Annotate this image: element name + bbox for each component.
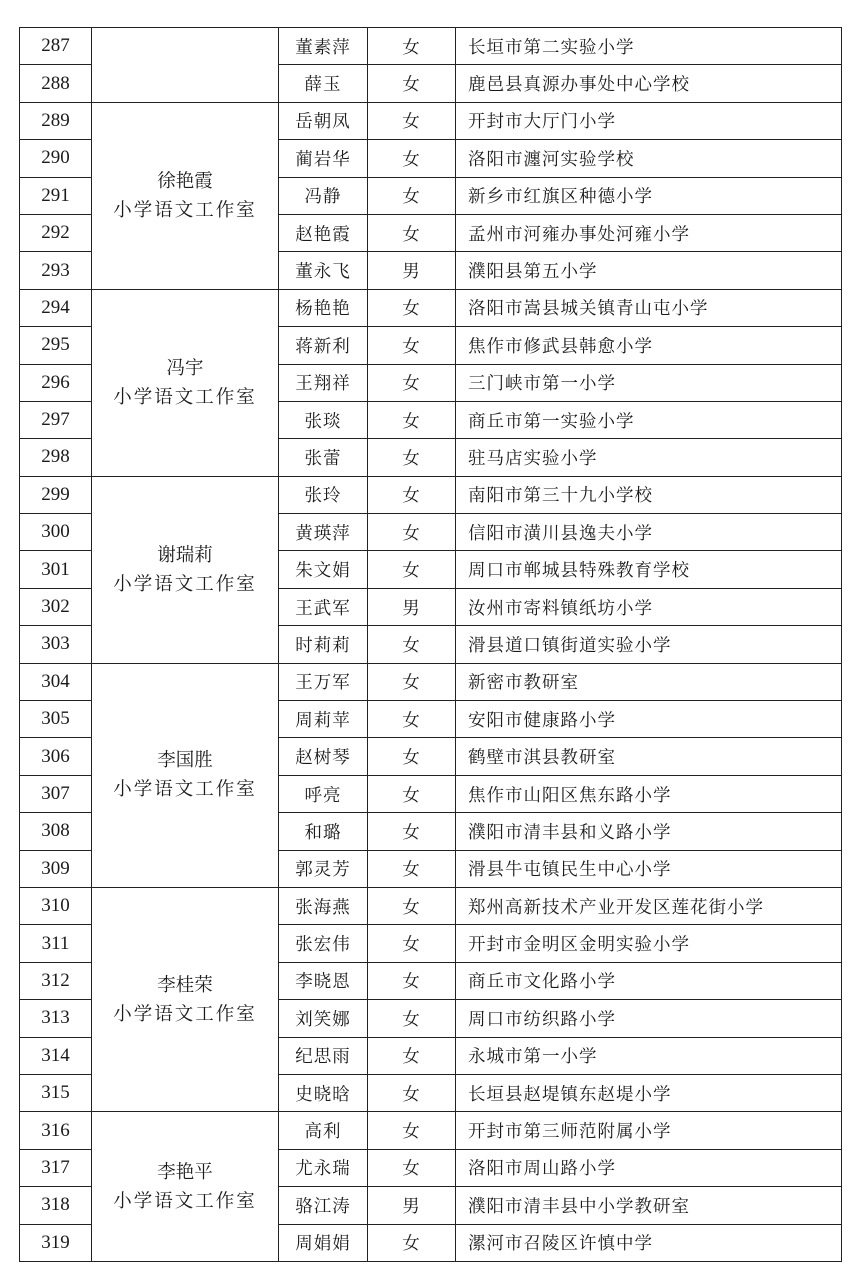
member-name: 王武军 [279,588,368,625]
table-row [20,476,842,513]
studio-title: 小学语文工作室 [113,1003,257,1025]
studio-title: 小学语文工作室 [113,199,257,221]
row-number: 301 [20,551,92,588]
row-number: 315 [20,1074,92,1111]
member-school: 濮阳市清丰县和义路小学 [456,813,842,850]
row-number: 287 [20,28,92,65]
member-gender: 女 [368,925,456,962]
row-number: 305 [20,701,92,738]
member-school: 商丘市文化路小学 [456,962,842,999]
table-row [20,663,842,700]
member-name: 尤永瑞 [279,1149,368,1186]
row-number: 288 [20,65,92,102]
member-gender: 女 [368,140,456,177]
studio-group-cell [92,476,279,663]
member-gender: 女 [368,850,456,887]
studio-group-cell [92,663,279,887]
member-school: 长垣市第二实验小学 [456,28,842,65]
member-gender: 女 [368,28,456,65]
row-number: 310 [20,887,92,924]
roster-table [19,27,842,1262]
member-gender: 男 [368,588,456,625]
row-number: 313 [20,1000,92,1037]
member-school: 驻马店实验小学 [456,439,842,476]
studio-leader-name: 徐艳霞 [157,170,213,192]
member-name: 黄瑛萍 [279,514,368,551]
member-school: 新乡市红旗区种德小学 [456,177,842,214]
member-name: 薛玉 [279,65,368,102]
member-gender: 女 [368,775,456,812]
member-school: 濮阳县第五小学 [456,252,842,289]
member-name: 董永飞 [279,252,368,289]
member-name: 周娟娟 [279,1224,368,1261]
member-school: 信阳市潢川县逸夫小学 [456,514,842,551]
row-number: 319 [20,1224,92,1261]
member-name: 王万军 [279,663,368,700]
member-name: 张蕾 [279,439,368,476]
member-name: 董素萍 [279,28,368,65]
member-name: 杨艳艳 [279,289,368,326]
row-number: 309 [20,850,92,887]
studio-title: 小学语文工作室 [113,573,257,595]
member-name: 高利 [279,1112,368,1149]
member-gender: 女 [368,289,456,326]
row-number: 307 [20,775,92,812]
member-school: 滑县道口镇街道实验小学 [456,626,842,663]
studio-leader-name: 李桂荣 [157,974,213,996]
member-name: 史晓晗 [279,1074,368,1111]
row-number: 314 [20,1037,92,1074]
row-number: 291 [20,177,92,214]
member-school: 永城市第一小学 [456,1037,842,1074]
studio-leader-name: 李国胜 [157,750,213,772]
member-name: 张琰 [279,401,368,438]
member-name: 张玲 [279,476,368,513]
row-number: 306 [20,738,92,775]
member-school: 洛阳市嵩县城关镇青山屯小学 [456,289,842,326]
member-school: 焦作市山阳区焦东路小学 [456,775,842,812]
member-gender: 女 [368,439,456,476]
studio-group-cell [92,289,279,476]
member-school: 三门峡市第一小学 [456,364,842,401]
row-number: 303 [20,626,92,663]
member-gender: 女 [368,551,456,588]
member-school: 开封市第三师范附属小学 [456,1112,842,1149]
member-name: 时莉莉 [279,626,368,663]
studio-group-cell [92,887,279,1111]
member-gender: 女 [368,177,456,214]
table-row [20,887,842,924]
table-row [20,289,842,326]
member-name: 呼亮 [279,775,368,812]
row-number: 312 [20,962,92,999]
member-name: 张宏伟 [279,925,368,962]
studio-leader-name: 谢瑞莉 [157,544,213,566]
member-school: 滑县牛屯镇民生中心小学 [456,850,842,887]
member-gender: 女 [368,1037,456,1074]
member-gender: 男 [368,252,456,289]
member-name: 王翔祥 [279,364,368,401]
member-name: 郭灵芳 [279,850,368,887]
row-number: 299 [20,476,92,513]
member-school: 鹤壁市淇县教研室 [456,738,842,775]
row-number: 302 [20,588,92,625]
row-number: 311 [20,925,92,962]
member-name: 张海燕 [279,887,368,924]
member-school: 新密市教研室 [456,663,842,700]
row-number: 308 [20,813,92,850]
member-school: 周口市纺织路小学 [456,1000,842,1037]
row-number: 295 [20,327,92,364]
member-school: 南阳市第三十九小学校 [456,476,842,513]
member-school: 开封市大厅门小学 [456,102,842,139]
studio-group-cell [92,28,279,103]
member-name: 纪思雨 [279,1037,368,1074]
member-name: 蒋新利 [279,327,368,364]
member-name: 周莉苹 [279,701,368,738]
row-number: 300 [20,514,92,551]
row-number: 304 [20,663,92,700]
member-gender: 男 [368,1187,456,1224]
studio-title: 小学语文工作室 [113,386,257,408]
member-gender: 女 [368,738,456,775]
member-name: 赵树琴 [279,738,368,775]
member-school: 焦作市修武县韩愈小学 [456,327,842,364]
member-gender: 女 [368,1149,456,1186]
member-gender: 女 [368,214,456,251]
row-number: 293 [20,252,92,289]
roster-body [20,28,842,1262]
member-gender: 女 [368,1074,456,1111]
member-school: 长垣县赵堤镇东赵堤小学 [456,1074,842,1111]
row-number: 294 [20,289,92,326]
member-school: 洛阳市瀍河实验学校 [456,140,842,177]
member-name: 刘笑娜 [279,1000,368,1037]
member-gender: 女 [368,1112,456,1149]
row-number: 296 [20,364,92,401]
studio-leader-name: 李艳平 [157,1161,213,1183]
studio-group-cell [92,1112,279,1262]
studio-title: 小学语文工作室 [113,1190,257,1212]
member-school: 汝州市寄料镇纸坊小学 [456,588,842,625]
table-row [20,102,842,139]
member-school: 孟州市河雍办事处河雍小学 [456,214,842,251]
member-gender: 女 [368,1000,456,1037]
member-gender: 女 [368,102,456,139]
member-gender: 女 [368,401,456,438]
row-number: 318 [20,1187,92,1224]
member-school: 商丘市第一实验小学 [456,401,842,438]
table-row [20,28,842,65]
member-name: 岳朝凤 [279,102,368,139]
member-gender: 女 [368,65,456,102]
row-number: 289 [20,102,92,139]
member-school: 鹿邑县真源办事处中心学校 [456,65,842,102]
row-number: 298 [20,439,92,476]
member-gender: 女 [368,626,456,663]
member-school: 洛阳市周山路小学 [456,1149,842,1186]
member-gender: 女 [368,813,456,850]
member-gender: 女 [368,514,456,551]
member-name: 蔺岩华 [279,140,368,177]
member-school: 郑州高新技术产业开发区莲花街小学 [456,887,842,924]
member-gender: 女 [368,663,456,700]
member-gender: 女 [368,476,456,513]
member-name: 和璐 [279,813,368,850]
member-gender: 女 [368,1224,456,1261]
member-gender: 女 [368,887,456,924]
table-row [20,1112,842,1149]
row-number: 316 [20,1112,92,1149]
member-school: 开封市金明区金明实验小学 [456,925,842,962]
row-number: 292 [20,214,92,251]
row-number: 290 [20,140,92,177]
member-gender: 女 [368,962,456,999]
member-gender: 女 [368,364,456,401]
row-number: 317 [20,1149,92,1186]
studio-title: 小学语文工作室 [113,779,257,801]
studio-leader-name: 冯宇 [166,357,204,379]
member-school: 濮阳市清丰县中小学教研室 [456,1187,842,1224]
member-name: 朱文娟 [279,551,368,588]
member-name: 冯静 [279,177,368,214]
row-number: 297 [20,401,92,438]
member-name: 赵艳霞 [279,214,368,251]
studio-group-cell [92,102,279,289]
member-name: 骆江涛 [279,1187,368,1224]
member-school: 漯河市召陵区许慎中学 [456,1224,842,1261]
member-gender: 女 [368,701,456,738]
member-gender: 女 [368,327,456,364]
member-name: 李晓恩 [279,962,368,999]
member-school: 周口市郸城县特殊教育学校 [456,551,842,588]
member-school: 安阳市健康路小学 [456,701,842,738]
